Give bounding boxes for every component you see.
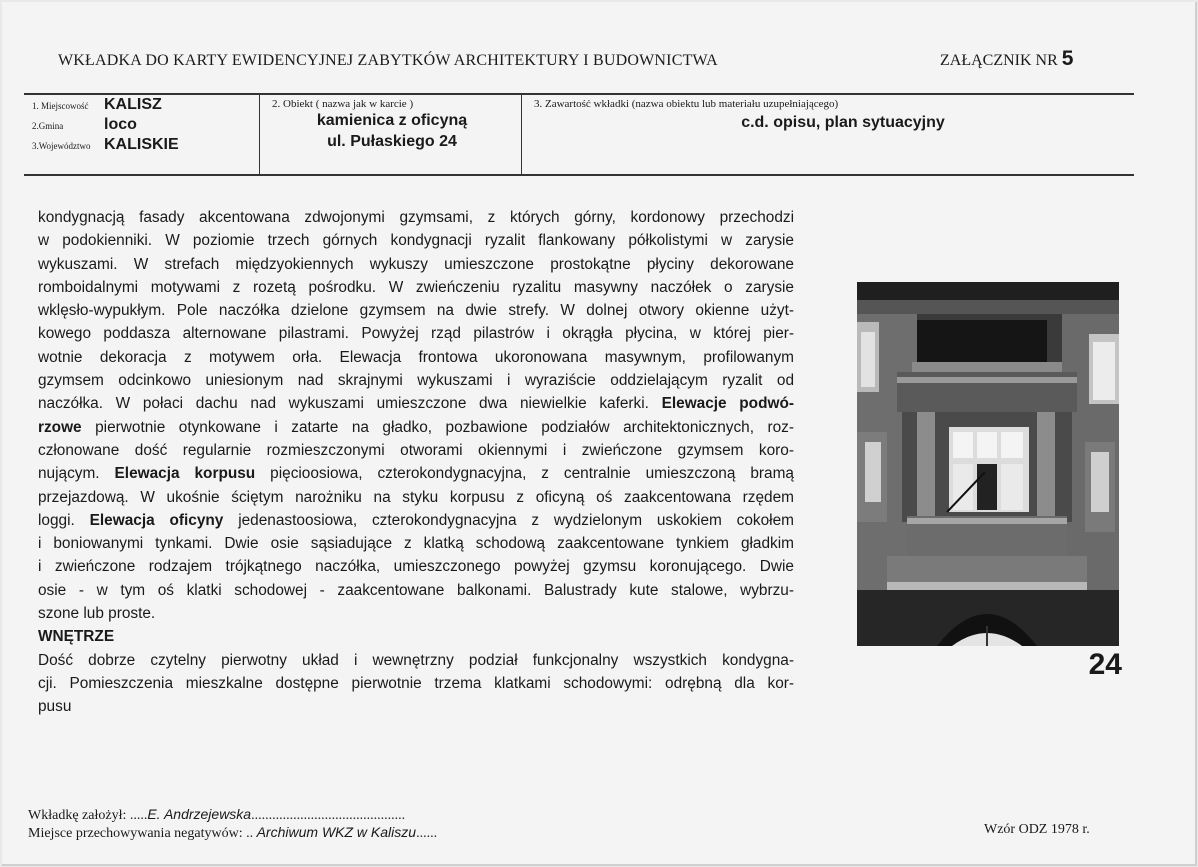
- text-segment: osie - w tym oś klatki schodowej - zaakcentowane balkonami. Balustrady kute stalowe, wybrzu-: [38, 581, 794, 599]
- contents-label: 3. Zawartość wkładki (nazwa obiektu lub materiału uzupełniającego): [534, 98, 839, 110]
- description-text: [38, 206, 794, 719]
- storage-value: Archiwum WKZ w Kaliszu: [256, 824, 417, 840]
- annex-number: [940, 47, 1073, 71]
- text-segment: członowane dość regularnie rozmieszczonymi otworami okiennymi i zwieńczone gzymsem koro-: [38, 441, 794, 459]
- text-line: [38, 253, 794, 276]
- storage-line: [28, 824, 437, 842]
- text-segment-bold: Elewacja korpusu: [114, 465, 256, 483]
- contents-value: c.d. opisu, plan sytuacyjny: [741, 114, 945, 131]
- object-address: ul. Pułaskiego 24: [327, 133, 457, 150]
- text-line: [38, 206, 794, 229]
- text-line: [38, 649, 794, 672]
- text-segment: kowego poddasza alternowane pilastrami. Powyżej rząd pilastrów i okrągła płycina, w której pier-: [38, 325, 794, 343]
- text-line: [38, 416, 794, 439]
- text-segment: wotnie dekoracja z motywem orła. Elewacja frontowa ukoronowana masywnym, profilowanym: [38, 348, 794, 366]
- text-segment: szone lub proste.: [38, 605, 156, 623]
- place-value: KALISZ: [104, 96, 162, 113]
- text-segment: nującym.: [38, 465, 115, 483]
- text-line: [38, 509, 794, 532]
- text-segment: pusu: [38, 698, 72, 716]
- text-segment-bold: rzowe: [38, 418, 82, 436]
- place-label: 1. Miejscowość: [32, 101, 89, 111]
- text-line: [38, 346, 794, 369]
- author-line: [28, 806, 405, 824]
- text-line: [38, 625, 794, 648]
- photo-number: 24: [1088, 648, 1122, 681]
- author-suffix: ............................................: [251, 808, 406, 823]
- annex-label: ZAŁĄCZNIK NR: [940, 52, 1058, 69]
- text-segment: romboidalnymi motywami z rozetą pośrodku. W zwieńczeniu ryzalitu masywny naczółek o zarysie: [38, 278, 794, 296]
- commune-row: [32, 116, 137, 134]
- storage-suffix: ......: [416, 826, 438, 841]
- text-segment-bold: WNĘTRZE: [38, 628, 115, 646]
- text-segment: wklęsło-wypukłym. Pole naczółka dzielone gzymsem na dwie strefy. W dolnej otwory okienne użyt-: [38, 302, 794, 320]
- column-divider-1: [259, 94, 260, 175]
- text-segment: jedenastoosiowa, czterokondygnacyjna z wydzielonym uskokiem cokołem: [223, 511, 794, 529]
- text-segment: pierwotnie otynkowane i zatarte na gładko, pozbawione podziałów architektonicznych, roz-: [81, 418, 794, 436]
- text-line: [38, 532, 794, 555]
- text-line: [38, 486, 794, 509]
- storage-label: Miejsce przechowywania negatywów:: [28, 826, 243, 841]
- text-segment-bold: Elewacje podwó-: [661, 395, 794, 413]
- text-line: [38, 695, 794, 718]
- text-line: [38, 439, 794, 462]
- text-segment: wykuszami. W strefach międzyokiennych wykuszy umieszczone prostokątne płyciny dekorowane: [38, 255, 794, 273]
- text-line: [38, 322, 794, 345]
- commune-label: 2.Gmina: [32, 121, 64, 131]
- voivodeship-label: 3.Województwo: [32, 141, 91, 151]
- text-segment: naczółka. W połaci dachu nad wykuszami umieszczone dwa niewielkie kaferki.: [38, 395, 662, 413]
- commune-value: loco: [104, 116, 137, 133]
- voivodeship-value: KALISKIE: [104, 136, 179, 153]
- text-line: [38, 299, 794, 322]
- text-line: [38, 369, 794, 392]
- text-line: [38, 602, 794, 625]
- text-segment: przejazdową. W ukośnie ściętym narożniku na styku korpusu z oficyną oś zaakcentowana rzędem: [38, 488, 794, 506]
- document-title: WKŁADKA DO KARTY EWIDENCYJNEJ ZABYTKÓW ARCHITEKTURY I BUDOWNICTWA: [58, 52, 718, 69]
- author-prefix: .....: [126, 808, 148, 823]
- author-label: Wkładkę założył:: [28, 808, 127, 823]
- text-line: [38, 276, 794, 299]
- text-segment: gzymsem odcinkowo uniesionym nad skrajnymi wykuszami i wyraziście oddzielającym ryzalit od: [38, 372, 794, 390]
- text-line: [38, 392, 794, 415]
- text-segment: i boniowanymi tynkami. Dwie osie sąsiadujące z klatką schodową zaakcentowane tynkiem gładkim: [38, 535, 794, 553]
- voivodeship-row: [32, 136, 179, 154]
- annex-number-value: 5: [1061, 47, 1074, 70]
- form-identifier: Wzór ODZ 1978 r.: [984, 822, 1090, 837]
- text-segment: kondygnacją fasady akcentowana zdwojonymi gzymsami, z których górny, kordonowy przechodzi: [38, 209, 794, 226]
- object-label: 2. Obiekt ( nazwa jak w karcie ): [272, 98, 414, 110]
- building-photo: [857, 282, 1119, 646]
- author-value: E. Andrzejewska: [147, 806, 252, 822]
- text-segment: loggi.: [38, 511, 90, 529]
- text-line: [38, 555, 794, 578]
- text-segment: w podokienniki. W poziomie trzech górnych kondygnacji ryzalit flankowany półkolistymi w zarysie: [38, 232, 794, 250]
- text-segment: pięcioosiowa, czterokondygnacyjna, z centralnie umieszczoną bramą: [255, 465, 794, 483]
- place-row: [32, 96, 162, 114]
- text-line: [38, 462, 794, 485]
- text-segment: Dość dobrze czytelny pierwotny układ i wewnętrzny podział funkcjonalny wszystkich kondygna-: [38, 651, 794, 669]
- header-rule-bottom: [24, 174, 1134, 176]
- text-line: [38, 229, 794, 252]
- object-name: kamienica z oficyną: [316, 112, 468, 129]
- text-segment-bold: Elewacja oficyny: [89, 511, 224, 529]
- text-line: [38, 579, 794, 602]
- storage-prefix: ..: [242, 826, 257, 841]
- bay-window-photo: [857, 282, 1119, 646]
- text-line: [38, 672, 794, 695]
- text-segment: i zwieńczone rodzajem trójkątnego naczółka, umieszczonego powyżej gzymsu koronującego. Dwie: [38, 558, 794, 576]
- text-segment: cji. Pomieszczenia mieszkalne dostępne pierwotnie trzema klatkami schodowymi: odrębną dla kor-: [38, 674, 794, 692]
- record-sheet: [2, 2, 1197, 866]
- header-rule-top: [24, 93, 1134, 95]
